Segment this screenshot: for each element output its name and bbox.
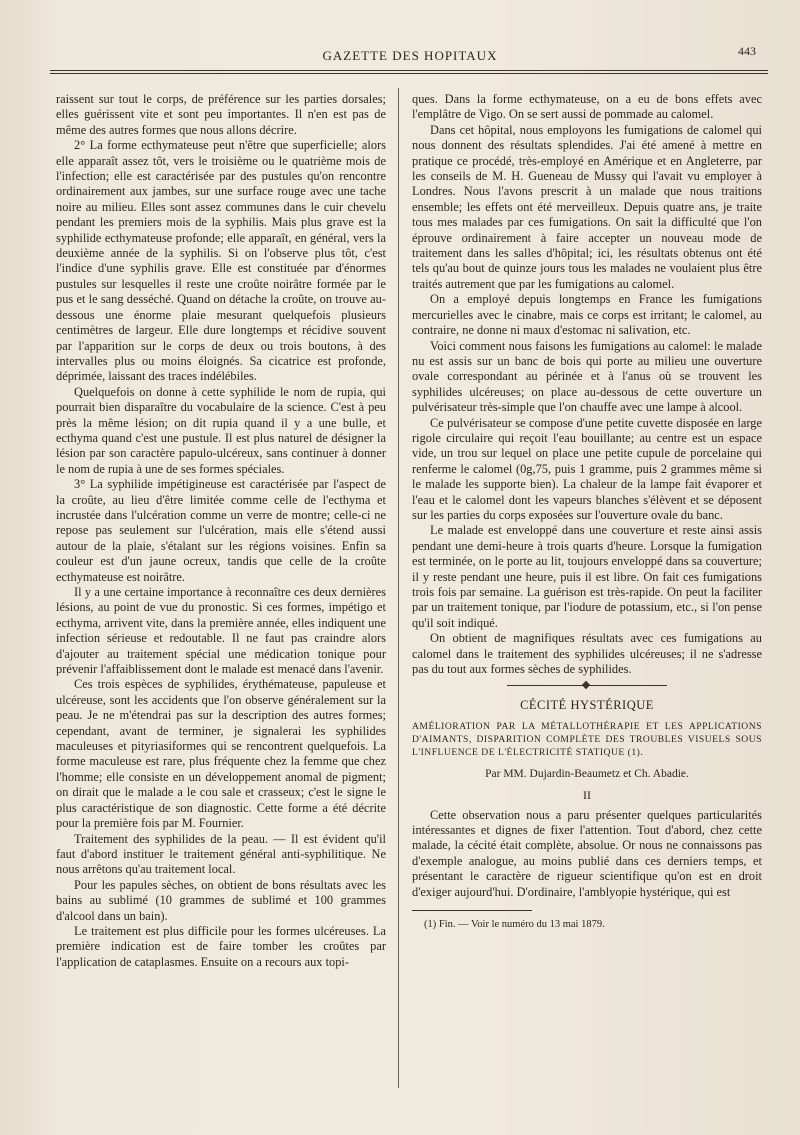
paragraph: raissent sur tout le corps, de préférence sur les parties dorsales; elles guérissent vite et sont peu importantes. Il n'en est pas de même des autres formes que nous allons décrire. bbox=[56, 92, 386, 137]
journal-title: GAZETTE DES HOPITAUX bbox=[322, 48, 498, 63]
right-column-paragraphs bbox=[412, 92, 762, 677]
section-body: Cette observation nous a paru présenter quelques particularités intéressantes et dignes de fixer l'attention. Tout d'abord, chez cette malade, la cécité était complète, absolue. Or nous ne connaissons pas d'exemple analogue, au moins publié dans ces derniers temps, et présentant le caractère de rigueur scientifique qu'on est en droit d'exiger aujourd'hui. D'ordinaire, l'amblyopie hystérique, qui est bbox=[412, 807, 762, 899]
paragraph: Dans cet hôpital, nous employons les fumigations de calomel qui nous donnent des résultats splendides. J'ai été amené à mettre en pratique ce procédé, très-employé en Amérique et en Angleterre, par les conseils de M. H. Gueneau de Mussy qui l'avait vu employer à Londres. Nous l'avons prescrit à un malade que nous traitions ensemble; les effets ont été merveilleux. Depuis quatre ans, je traite tous mes malades par ces fumigations. On sait la difficulté que l'on éprouve ordinairement à faire accepter un nouveau mode de traitement dans les salles d'hôpital; ici, les résultats obtenus ont été tels qu'au bout de quinze jours tous les malades ne voulaient plus être traités autrement que par les fumigations au calomel. bbox=[412, 122, 762, 291]
section-number: II bbox=[583, 788, 591, 803]
paragraph: Ce pulvérisateur se compose d'une petite cuvette disposée en large rigole circulaire qui reçoit l'eau bouillante; au centre est un espace vide, un trou sur lequel on place une petite cupule de porcelaine qui renferme le calomel (0g,75, puis 1 gramme, puis 2 grammes même si le malade les supporte bien). La chaleur de la lampe fait évaporer et l'eau et le calomel dont les vapeurs blanches s'élèvent et se déposent sur les parties du corps exposées sur l'ouverture ovale du banc. bbox=[412, 415, 762, 522]
paragraph: Pour les papules sèches, on obtient de bons résultats avec les bains au sublimé (10 grammes de sublimé et 100 grammes d'alcool dans un bain). bbox=[56, 877, 386, 923]
paragraph: Quelquefois on donne à cette syphilide le nom de rupia, qui pourrait bien disparaître du vocabulaire de la science. C'est à peu près la même lésion; on dit rupia quand il y a une bulle, et ecthyma quand c'est une pustule. Il est plus naturel de désigner la lésion par son caractère papulo-ulcéreux, sans continuer à donner le nom de rupia à une de ses formes spéciales. bbox=[56, 384, 386, 476]
paragraph: 2° La forme ecthymateuse peut n'être que superficielle; alors elle apparaît assez tôt, vers le troisième ou le quatrième mois de l'infection; elle est caractérisée par des pustules qu'on rencontre ordinairement aux jambes, sur une surface rouge avec une tache noire au milieu. Elles sont assez communes dans le cuir chevelu pendant les premiers mois de la syphilis. Mais plus grave est la syphilide ecthymateuse profonde; elle apparaît, en général, vers la deuxième année de la syphilis. Si on l'observe plus tôt, c'est l'indice d'une syphilis grave. Elle est constituée par d'énormes pustules sur lesquelles il reste une croûte noirâtre formée par le pus et le sang desséché. Quand on détache la croûte, on trouve au-dessous une énorme plaie mesurant quelquefois plusieurs centimètres de largeur. Elle dure longtemps et récidive souvent par l'apparition sur le corps de deux ou trois boutons, à des intervalles plus ou moins éloignés. Sa cicatrice est profonde, déprimée, laissant des traces indélébiles. bbox=[56, 138, 386, 384]
paragraph: Voici comment nous faisons les fumigations au calomel: le malade nu est assis sur un banc de bois qui porte au milieu une ouverture ovale correspondant au périnée et à l'anus où se trouvent les syphilides ulcéreuses; on place au-dessous de cette ouverture un pulvérisateur très-simple que l'on chauffe avec une lampe à alcool. bbox=[412, 338, 762, 415]
paragraph: Il y a une certaine importance à reconnaître ces deux dernières lésions, au point de vue du pronostic. Si ces formes, impétigo et ecthyma, arrivent vite, dans la première année, elles indiquent une infection sérieuse et redoutable. Il ne faut pas craindre alors d'ajouter au traitement spécial une médication tonique pour prévenir l'affaiblissement dont le malade est menacé dans l'avenir. bbox=[56, 585, 386, 677]
section-authors: Par MM. Dujardin-Beaumetz et Ch. Abadie. bbox=[485, 767, 689, 780]
paragraph: Ces trois espèces de syphilides, érythémateuse, papuleuse et ulcéreuse, sont les accidents que l'on observe généralement sur la peau. Je ne m'étendrai pas sur la description des autres formes; cependant, avant de terminer, je signalerai les syphilides maculeuses et pityriasiformes qui se rencontrent quelquefois. La forme maculeuse est rare, plus fréquente chez la femme que chez l'homme; elle consiste en un développement anomal de pigment; on dirait que le malade a le cou sale et crasseux; c'est le signe le plus caractéristique de son diagnostic. Cette forme a été décrite pour la première fois par M. Fournier. bbox=[56, 677, 386, 831]
section-subtitle: AMÉLIORATION PAR LA MÉTALLOTHÉRAPIE ET LES APPLICATIONS D'AIMANTS, DISPARITION COMPLÈTE DES TROUBLES VISUELS SOUS L'INFLUENCE DE L'ÉLECTRICITÉ STATIQUE (1). bbox=[412, 720, 762, 758]
page-number: 443 bbox=[738, 44, 756, 58]
paragraph: 3° La syphilide impétigineuse est caractérisée par l'aspect de la croûte, au lieu d'être limitée comme celle de l'ecthyma et incrustée dans l'ulcération comme un verre de montre; celle-ci ne repose pas seulement sur l'ulcération, mais elle s'étend aussi autour de la plaie, s'étalant sur les régions voisines. Enfin sa couleur est d'un jaune ocreux, tandis que celle de la croûte ecthymateuse est noirâtre. bbox=[56, 477, 386, 584]
footnote-rule bbox=[412, 910, 532, 911]
right-column bbox=[412, 92, 762, 933]
page-header bbox=[50, 44, 770, 72]
paragraph: Traitement des syphilides de la peau. — Il est évident qu'il faut d'abord instituer le traitement général anti-syphilitique. Ne nous arrêtons qu'au traitement local. bbox=[56, 831, 386, 877]
section-title: CÉCITÉ HYSTÉRIQUE bbox=[520, 698, 654, 713]
paragraph: On a employé depuis longtemps en France les fumigations mercurielles avec le cinabre, mais ce corps est irritant; le calomel, au contraire, ne donne ni maux d'estomac ni salivation, etc. bbox=[412, 292, 762, 338]
paragraph: ques. Dans la forme ecthymateuse, on a eu de bons effets avec l'emplâtre de Vigo. On se sert aussi de pommade au calomel. bbox=[412, 92, 762, 122]
paragraph: On obtient de magnifiques résultats avec ces fumigations au calomel dans le traitement des syphilides ulcéreuses; il ne s'adresse pas du tout aux formes sèches de syphilides. bbox=[412, 631, 762, 677]
header-rule bbox=[50, 70, 768, 74]
left-column bbox=[56, 92, 386, 970]
paragraph: Le malade est enveloppé dans une couverture et reste ainsi assis pendant une demi-heure à trois quarts d'heure. Lorsque la fumigation est terminée, on le porte au lit, toujours enveloppé dans sa couverture; il y reste pendant une heure, puis il est libre. On fait ces fumigations trois fois par semaine. La guérison est très-rapide. On peut la faciliter par un traitement tonique, par l'iodure de potassium, etc., si l'on pense qu'il soit indiqué. bbox=[412, 523, 762, 630]
section-separator bbox=[507, 685, 667, 686]
paragraph: Le traitement est plus difficile pour les formes ulcéreuses. La première indication est de faire tomber les croûtes par l'application de cataplasmes. Ensuite on a recours aux topi- bbox=[56, 923, 386, 969]
column-divider bbox=[398, 88, 399, 1088]
footnote: (1) Fin. — Voir le numéro du 13 mai 1879. bbox=[424, 919, 605, 931]
